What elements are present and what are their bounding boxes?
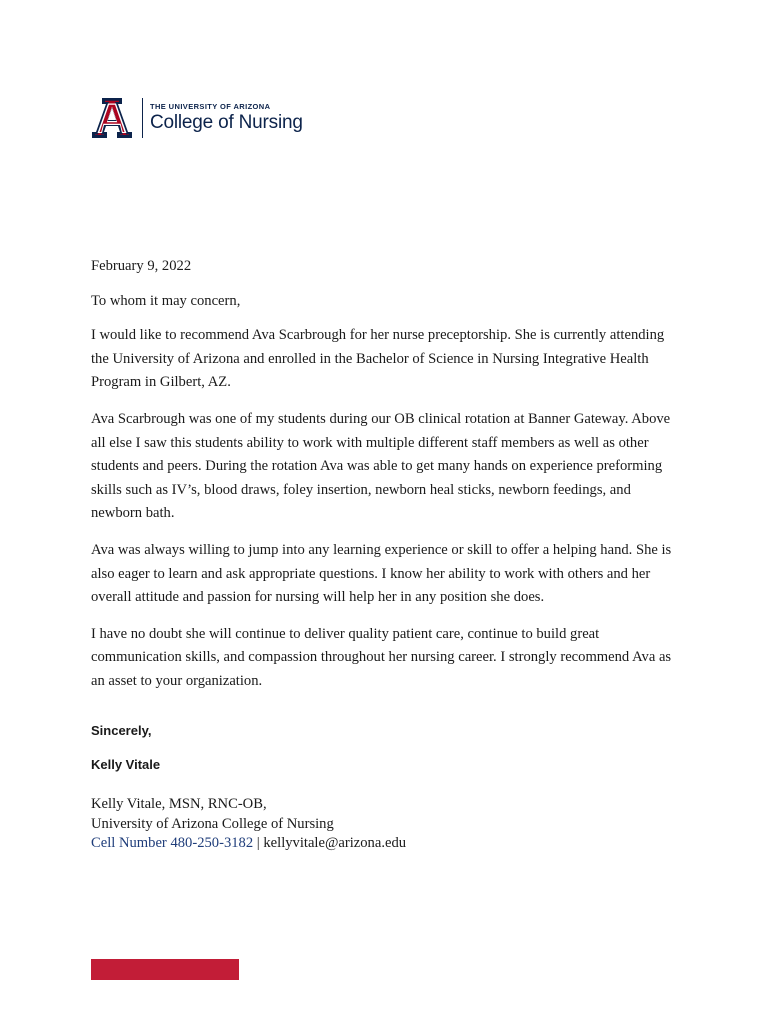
signer-credentials: Kelly Vitale, MSN, RNC-OB,	[91, 796, 267, 812]
letter-greeting: To whom it may concern,	[91, 292, 241, 309]
letter-paragraph: Ava was always willing to jump into any learning experience or skill to offer a helping hand. She is also eager to learn and ask appropriate questions. I know her ability to work with others and her overall attitude and passion for nursing will help her in any position she does.	[91, 541, 672, 606]
college-name: College of Nursing	[150, 112, 303, 133]
signer-organization: University of Arizona College of Nursing	[91, 815, 334, 832]
contact-line	[91, 834, 406, 854]
footer-accent-bar	[91, 959, 239, 980]
letter-body	[91, 255, 681, 707]
signature-block	[91, 795, 406, 854]
letter-paragraph: I would like to recommend Ava Scarbrough for her nurse preceptorship. She is currently attending the University of Arizona and enrolled in the Bachelor of Science in Nursing Integrative Health Program in Gilbert, AZ.	[91, 327, 665, 391]
logo-wordmark	[150, 102, 303, 134]
email-address[interactable]: kellyvitale@arizona.edu	[263, 835, 407, 851]
letter-paragraph: I have no doubt she will continue to deliver quality patient care, continue to build great communication skills, and compassion throughout her nursing career. I strongly recommend Ava as an asset to your organization.	[91, 625, 672, 689]
contact-separator: |	[253, 835, 264, 851]
signature-name: Kelly Vitale	[91, 757, 161, 772]
cell-number: Cell Number 480-250-3182	[91, 835, 254, 851]
letter-date: February 9, 2022	[91, 258, 192, 274]
letter-paragraph: Ava Scarbrough was one of my students during our OB clinical rotation at Banner Gateway. Above all else I saw this students ability to work with multiple different staff members as well as other students and peers. During the rotation Ava was able to get many hands on experience preforming skills such as IV’s, blood draws, foley insertion, newborn heal sticks, newborn feedings, and newborn bath.	[91, 410, 671, 522]
college-logo	[91, 97, 303, 139]
university-name: THE UNIVERSITY OF ARIZONA	[150, 102, 271, 111]
logo-divider	[142, 98, 143, 138]
arizona-a-logo-icon	[91, 97, 133, 139]
letter-closing: Sincerely,	[91, 723, 152, 738]
